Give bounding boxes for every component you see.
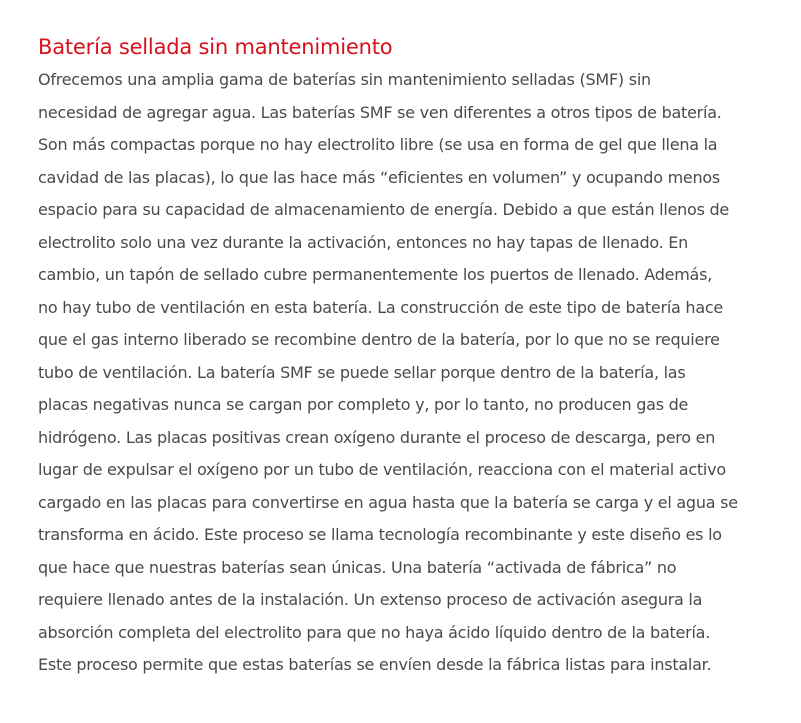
paragraph-line: Ofrecemos una amplia gama de baterías sin mantenimiento selladas (SMF) sin (38, 70, 651, 89)
paragraph-line: hidrógeno. Las placas positivas crean oxígeno durante el proceso de descarga, pero en (38, 427, 716, 447)
paragraph-line: necesidad de agregar agua. Las baterías SMF se ven diferentes a otros tipos de batería. (38, 102, 722, 122)
paragraph-line: electrolito solo una vez durante la activación, entonces no hay tapas de llenado. En (38, 232, 689, 252)
article-paragraph (38, 64, 773, 682)
article-title: Batería sellada sin mantenimiento (38, 35, 393, 59)
paragraph-line: requiere llenado antes de la instalación. Un extenso proceso de activación asegura la (38, 590, 703, 609)
paragraph-line: absorción completa del electrolito para que no haya ácido líquido dentro de la batería. (38, 622, 711, 642)
paragraph-line: lugar de expulsar el oxígeno por un tubo de ventilación, reacciona con el material activo (38, 460, 726, 479)
paragraph-line: que hace que nuestras baterías sean únicas. Una batería “activada de fábrica” no (38, 557, 677, 577)
paragraph-line: cargado en las placas para convertirse en agua hasta que la batería se carga y el agua se (38, 492, 738, 512)
article (38, 30, 773, 682)
paragraph-line: cavidad de las placas), lo que las hace más “eficientes en volumen” y ocupando menos (38, 167, 721, 187)
paragraph-line: cambio, un tapón de sellado cubre permanentemente los puertos de llenado. Además, (38, 265, 712, 284)
paragraph-line: transforma en ácido. Este proceso se llama tecnología recombinante y este diseño es lo (38, 525, 722, 544)
paragraph-line: Son más compactas porque no hay electrolito libre (se usa en forma de gel que llena la (38, 135, 718, 154)
paragraph-line: placas negativas nunca se cargan por completo y, por lo tanto, no producen gas de (38, 395, 689, 414)
paragraph-line: que el gas interno liberado se recombine dentro de la batería, por lo que no se requiere (38, 330, 720, 349)
paragraph-line: no hay tubo de ventilación en esta batería. La construcción de este tipo de batería hace (38, 297, 724, 317)
paragraph-line: tubo de ventilación. La batería SMF se puede sellar porque dentro de la batería, las (38, 362, 686, 382)
paragraph-line: espacio para su capacidad de almacenamiento de energía. Debido a que están llenos de (38, 200, 730, 219)
paragraph-line: Este proceso permite que estas baterías se envíen desde la fábrica listas para instalar. (38, 655, 712, 674)
